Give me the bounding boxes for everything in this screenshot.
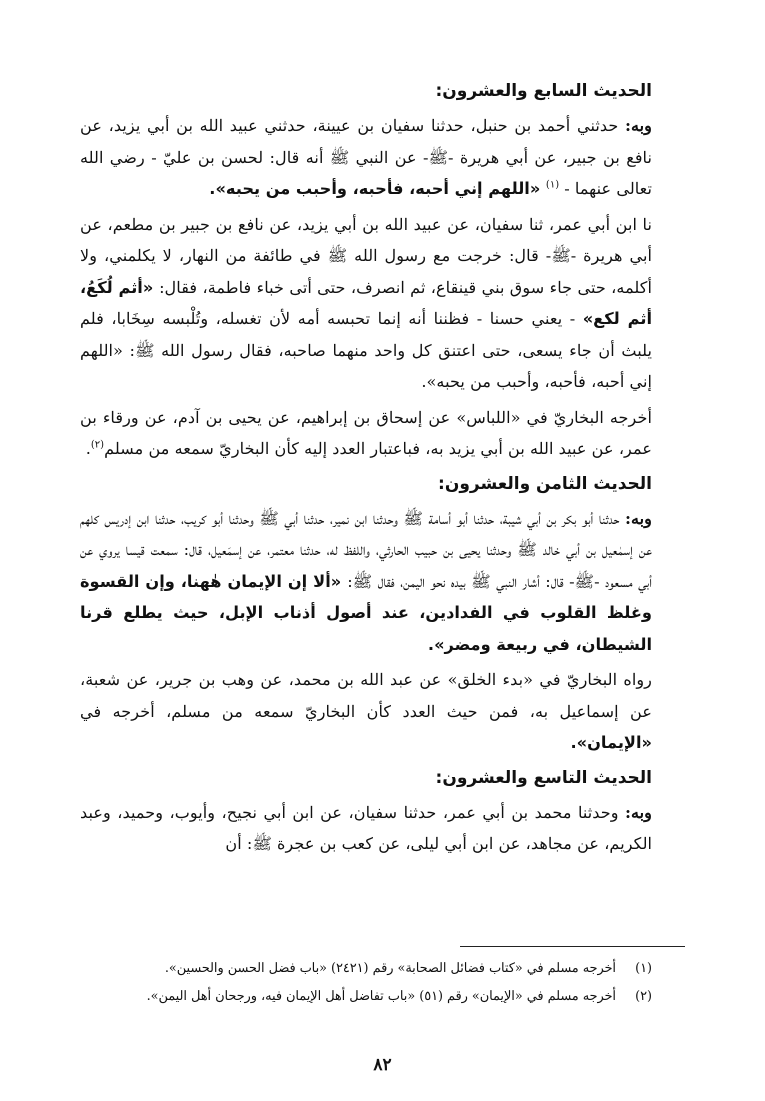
footnote-item: [80, 955, 652, 983]
paragraph-lead: وبه:: [625, 802, 652, 822]
paragraph-text-after: .: [85, 439, 91, 458]
paragraph-text: رواه البخاريّ في «بدء الخلق» عن عبد الله بن محمد، عن وهب بن جرير، عن شعبة، عن إسماعيل به، فمن حيث العدد كأن البخاريّ سمعه من مسلم، أخرجه في: [80, 670, 652, 721]
paragraph-lead: وبه:: [625, 508, 652, 528]
footnote-text: أخرجه مسلم في «الإيمان» رقم (٥١) «باب تفاضل أهل الإيمان فيه، ورجحان أهل اليمن».: [146, 989, 616, 1004]
footnote-text: أخرجه مسلم في «كتاب فضائل الصحابة» رقم (٢٤٢١) «باب فضل الحسن والحسين».: [164, 961, 616, 976]
paragraph: [80, 797, 652, 860]
section-heading: الحديث الثامن والعشرون:: [438, 473, 652, 494]
footnote-number: (١): [635, 961, 652, 976]
hadith-29: [80, 763, 652, 860]
paragraph: [80, 209, 652, 398]
quote-text: «اللهم إني أحبه، فأحبه، وأحبب من يحبه».: [209, 179, 546, 198]
paragraph-lead: وبه:: [625, 116, 652, 135]
paragraph-text: نا ابن أبي عمر، ثنا سفيان، عن عبيد الله بن أبي يزيد، عن نافع بن جبير بن مطعم، عن أبي هريرة -ﷺ- قال: خرجت مع رسول الله ﷺ في طائفة من النهار، لا يكلمني، ولا أكلمه، حتى جاء سوق بني قينقاع، ثم انصرف، حتى أتى خباء فاطمة، فقال:: [80, 214, 652, 297]
footnote-number: (٢): [635, 989, 652, 1004]
paragraph: [80, 664, 652, 759]
hadith-27: [80, 76, 652, 465]
footnote-ref[interactable]: (١): [545, 179, 560, 191]
section-heading: الحديث السابع والعشرون:: [435, 81, 652, 101]
page-number: ٨٢: [373, 1055, 392, 1075]
hadith-28: [80, 469, 652, 759]
footnote-item: [80, 983, 652, 1011]
footnote-divider: [460, 946, 685, 947]
footnotes: [80, 955, 652, 1011]
page-body: [80, 76, 652, 1076]
paragraph-text: أخرجه البخاريّ في «اللباس» عن إسحاق بن إبراهيم، عن يحيى بن آدم، عن ورقاء بن عمر، عن عبيد الله بن أبي يزيد به، فباعتبار العدد إليه كأن البخاريّ سمعه من مسلم: [80, 407, 652, 458]
paragraph: [80, 402, 652, 465]
paragraph-text: حدثني أحمد بن حنبل، حدثنا سفيان بن عيينة، حدثني عبيد الله بن أبي يزيد، عن نافع بن جبير، عن أبي هريرة -ﷺ- عن النبي ﷺ أنه قال: لحسن بن عليّ - رضي الله تعالى عنهما -: [80, 116, 652, 198]
footnote-ref[interactable]: (٢): [90, 439, 105, 451]
quote-text: «أثم لُكَعُ، أثم لكع»: [80, 277, 653, 328]
paragraph: [80, 503, 652, 661]
paragraph-text: وحدثنا محمد بن أبي عمر، حدثنا سفيان، عن ابن أبي نجيح، وأيوب، وحميد، وعبد الكريم، عن مجاهد، عن ابن أبي ليلى، عن كعب بن عجرة ﷺ: أن: [80, 802, 652, 853]
paragraph: [80, 110, 652, 205]
quote-text: «ألا إن الإيمان هٰهنا، وإن القسوة وغلظ القلوب في الفدادين، عند أصول أذناب الإبل، حيث يطلع قرنا الشيطان، في ربيعة ومضر».: [80, 571, 652, 654]
paragraph-text: حدثنا أبو بكر بن أبي شيبة، حدثنا أبو أسامة ﷺ وحدثنا ابن نمير، حدثنا أبي ﷺ وحدثنا أبو كريب، حدثنا ابن إدريس كلهم عن إسمٰعيل بن أبي خالد ﷺ وحدثنا يحيى بن حبيب الحارثي، واللفظ له، حدثنا معتمر، عن إسمَعيل، قال: سمعت قيسا يروي عن أبي مسعود -ﷺ- قال: أشار النبي ﷺ بيده نحو اليمن، فقال ﷺ:: [80, 508, 652, 591]
section-heading: الحديث التاسع والعشرون:: [435, 767, 652, 788]
quote-text: «الإيمان».: [570, 733, 652, 752]
paragraph-text-after: - يعني حسنا - فظننا أنه إنما تحبسه أمه لأن تغسله، وتُلْبسه سِخَابا، فلم يلبث أن جاء يسعى، حتى اعتنق كل واحد منهما صاحبه، فقال رسول الله ﷺ: «اللهم إني أحبه، فأحبه، وأحبب من يحبه».: [80, 309, 652, 391]
